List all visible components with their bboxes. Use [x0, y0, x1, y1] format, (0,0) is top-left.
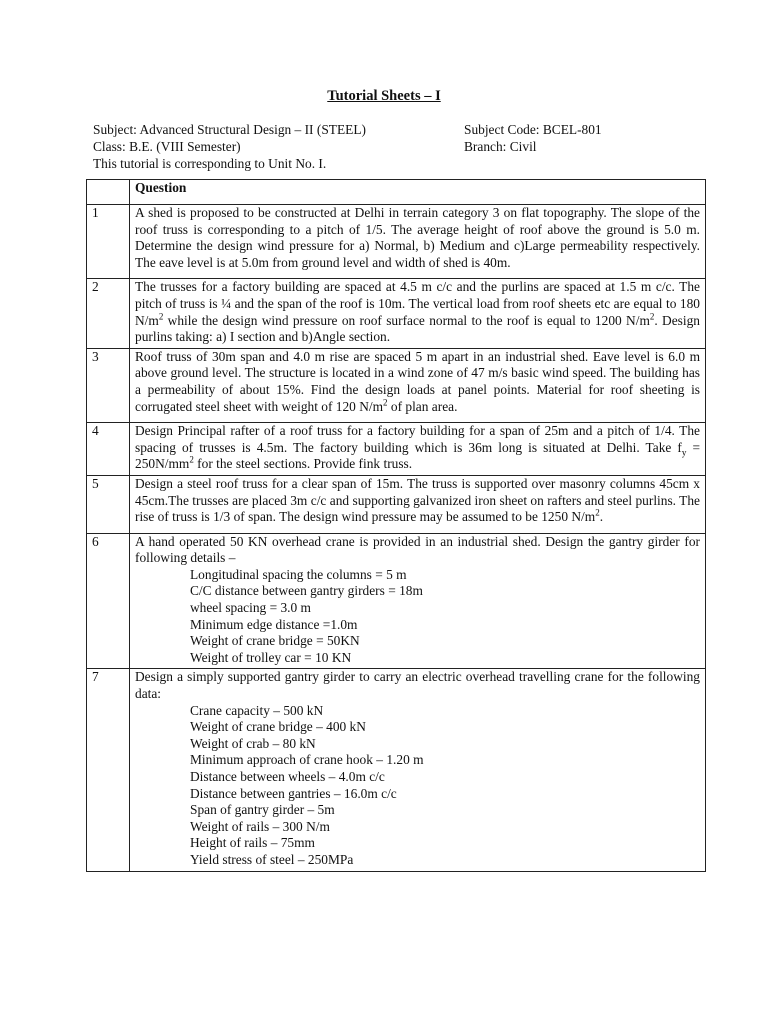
- question-text-part: The trusses for a factory building are spaced at 4.5 m c/c and the purlins are spaced at 1.5 m c/c. The pitch of truss is ¼ and the span of the roof is 10m. The vertical load from roof sheets etc are equal to 180 N/m: [135, 279, 700, 328]
- question-text: [130, 348, 706, 422]
- question-row-7: [87, 669, 706, 871]
- branch-label: Branch: Civil: [464, 139, 537, 154]
- question-text-part: for the steel sections. Provide fink truss.: [193, 456, 413, 472]
- detail-item: Height of rails – 75mm: [190, 835, 315, 851]
- question-number: 4: [87, 423, 130, 476]
- question-number: 5: [87, 475, 130, 533]
- superscript: 2: [189, 454, 194, 465]
- question-text-part: Design Principal rafter of a roof truss for a factory building for a span of 25m and a pitch of 1/4. The spacing of trusses is 4.5m. The factory building which is 36m long is situated at Delhi. Take f: [135, 423, 700, 455]
- question-number: 2: [87, 279, 130, 348]
- question-row-3: [87, 348, 706, 422]
- question-text: [130, 533, 706, 669]
- detail-item: Yield stress of steel – 250MPa: [190, 851, 354, 867]
- question-row-2: [87, 279, 706, 348]
- question-number: 1: [87, 205, 130, 279]
- subject-label: Subject: Advanced Structural Design – II (STEEL): [93, 122, 366, 137]
- detail-item: Distance between gantries – 16.0m c/c: [190, 785, 397, 801]
- question-text-part: Roof truss of 30m span and 4.0 m rise are spaced 5 m apart in an industrial shed. Eave level is 6.0 m above ground level. The structure is located in a wind zone of 47 m/s basic wind speed. The building has a permeability of about 15%. Find the design loads at panel points. Material for roof sheeting is corrugated steel sheet with weight of 120 N/m: [135, 348, 700, 414]
- question-text-part: .: [599, 509, 604, 525]
- document-meta: [93, 121, 713, 172]
- class-label: Class: B.E. (VIII Semester): [93, 139, 241, 154]
- questions-table: [86, 179, 706, 872]
- detail-item: Minimum approach of crane hook – 1.20 m: [190, 752, 424, 768]
- header-number-cell: [87, 180, 130, 205]
- superscript: 2: [595, 507, 600, 518]
- question-text-part: of plan area.: [387, 398, 458, 414]
- question-text: [130, 475, 706, 533]
- question-number: 6: [87, 533, 130, 669]
- table-header-row: [87, 180, 706, 205]
- question-text: [130, 423, 706, 476]
- question-number: 3: [87, 348, 130, 422]
- superscript: 2: [383, 397, 388, 408]
- header-question-cell: Question: [130, 180, 706, 205]
- detail-item: C/C distance between gantry girders = 18m: [190, 583, 423, 599]
- question-text-body: A shed is proposed to be constructed at Delhi in terrain category 3 on flat topography. The slope of the roof truss is corresponding to a pitch of 1/5. The average height of roof above the ground is 5.0 m. Determine the design wind pressure for a) Normal, b) Medium and c)Large permeability respectively. The eave level is at 5.0m from ground level and width of shed is 40m.: [135, 205, 700, 270]
- detail-item: Weight of crane bridge – 400 kN: [190, 719, 366, 735]
- question-text-part: while the design wind pressure on roof surface normal to the roof is equal to 1200 N/m: [163, 312, 650, 328]
- question-text-part: Design a steel roof truss for a clear span of 15m. The truss is supported over masonry columns 45cm x 45cm.The trusses are placed 3m c/c and supporting galvanized iron sheet on rafters and steel purlins. The rise of truss is 1/3 of span. The design wind pressure may be assumed to be 1250 N/m: [135, 475, 700, 525]
- question-text-body: A hand operated 50 KN overhead crane is provided in an industrial shed. Design the gantry girder for following details –: [135, 533, 700, 566]
- question-text: [130, 205, 706, 279]
- question-row-1: [87, 205, 706, 279]
- question-row-4: [87, 423, 706, 476]
- superscript: 2: [158, 311, 164, 322]
- question-text-body: Design a simply supported gantry girder to carry an electric overhead travelling crane for the following data:: [135, 669, 700, 702]
- detail-item: Distance between wheels – 4.0m c/c: [190, 769, 385, 784]
- detail-item: Weight of crane bridge = 50KN: [190, 633, 360, 649]
- detail-item: Span of gantry girder – 5m: [190, 802, 335, 818]
- unit-label: This tutorial is corresponding to Unit No. I.: [93, 156, 327, 171]
- question-row-5: [87, 475, 706, 533]
- detail-item: Longitudinal spacing the columns = 5 m: [190, 566, 407, 582]
- subscript: y: [681, 447, 687, 458]
- detail-item: Minimum edge distance =1.0m: [190, 616, 358, 632]
- detail-item: Crane capacity – 500 kN: [190, 702, 324, 718]
- detail-item: Weight of crab – 80 kN: [190, 735, 316, 751]
- document-title: Tutorial Sheets – I: [327, 88, 441, 104]
- detail-item: wheel spacing = 3.0 m: [190, 600, 311, 616]
- detail-item: Weight of rails – 300 N/m: [190, 818, 330, 834]
- superscript: 2: [649, 311, 655, 322]
- question-text-part: = 250N/mm: [135, 439, 700, 472]
- question-row-6: [87, 533, 706, 669]
- question-text: [130, 669, 706, 871]
- detail-item: Weight of trolley car = 10 KN: [190, 649, 352, 665]
- subject-code-label: Subject Code: BCEL-801: [464, 122, 602, 137]
- question-number: 7: [87, 669, 130, 871]
- question-text: [130, 279, 706, 348]
- question-text-part: . Design purlins taking: a) I section and b)Angle section.: [135, 312, 700, 345]
